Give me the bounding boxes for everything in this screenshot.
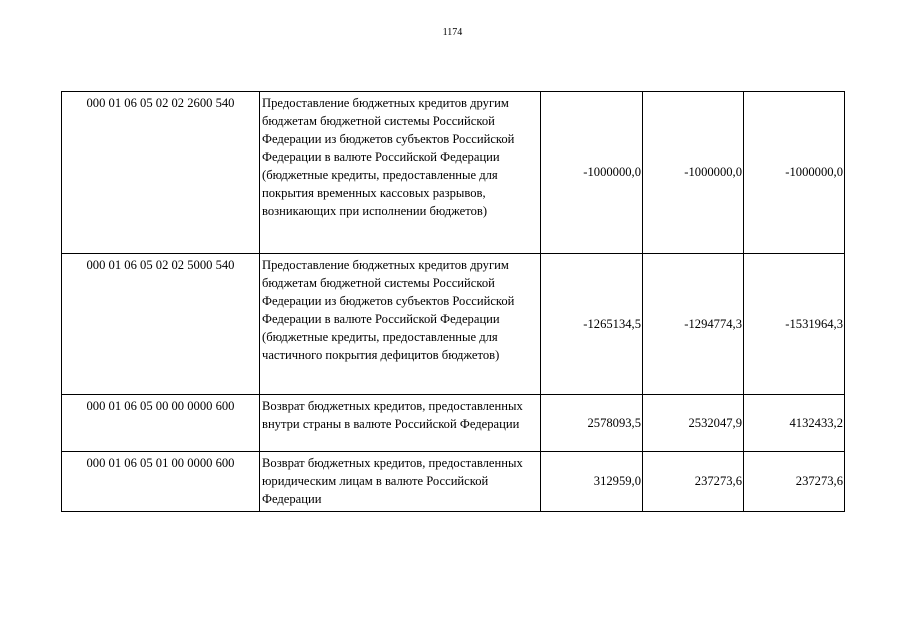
amount-year-3-cell: -1531964,3 (744, 254, 845, 395)
budget-code-cell: 000 01 06 05 02 02 2600 540 (62, 92, 260, 254)
budget-sources-table (61, 91, 845, 512)
amount-year-3-cell: 4132433,2 (744, 395, 845, 452)
amount-year-2-cell: -1294774,3 (643, 254, 744, 395)
budget-code-cell: 000 01 06 05 02 02 5000 540 (62, 254, 260, 395)
page-number: 1174 (442, 27, 463, 38)
table-row (62, 395, 845, 452)
amount-year-2-cell: 237273,6 (643, 452, 744, 512)
amount-year-1-cell: -1000000,0 (541, 92, 643, 254)
amount-year-1-cell: 312959,0 (541, 452, 643, 512)
description-cell: Возврат бюджетных кредитов, предоставленных юридическим лицам в валюте Российской Федерации (260, 452, 541, 512)
amount-year-2-cell: 2532047,9 (643, 395, 744, 452)
amount-year-2-cell: -1000000,0 (643, 92, 744, 254)
description-cell: Возврат бюджетных кредитов, предоставленных внутри страны в валюте Российской Федерации (260, 395, 541, 452)
amount-year-1-cell: 2578093,5 (541, 395, 643, 452)
budget-code-cell: 000 01 06 05 00 00 0000 600 (62, 395, 260, 452)
amount-year-3-cell: 237273,6 (744, 452, 845, 512)
description-cell: Предоставление бюджетных кредитов другим бюджетам бюджетной системы Российской Федерации из бюджетов субъектов Российской Федерации в валюте Российской Федерации (бюджетные кредиты, предоставленные для покрытия временных кассовых разрывов, возникающих при исполнении бюджетов) (260, 92, 541, 254)
amount-year-3-cell: -1000000,0 (744, 92, 845, 254)
table-row (62, 452, 845, 512)
table-row (62, 92, 845, 254)
description-cell: Предоставление бюджетных кредитов другим бюджетам бюджетной системы Российской Федерации из бюджетов субъектов Российской Федерации в валюте Российской Федерации (бюджетные кредиты, предоставленные для частичного покрытия дефицитов бюджетов) (260, 254, 541, 395)
amount-year-1-cell: -1265134,5 (541, 254, 643, 395)
table-row (62, 254, 845, 395)
budget-code-cell: 000 01 06 05 01 00 0000 600 (62, 452, 260, 512)
